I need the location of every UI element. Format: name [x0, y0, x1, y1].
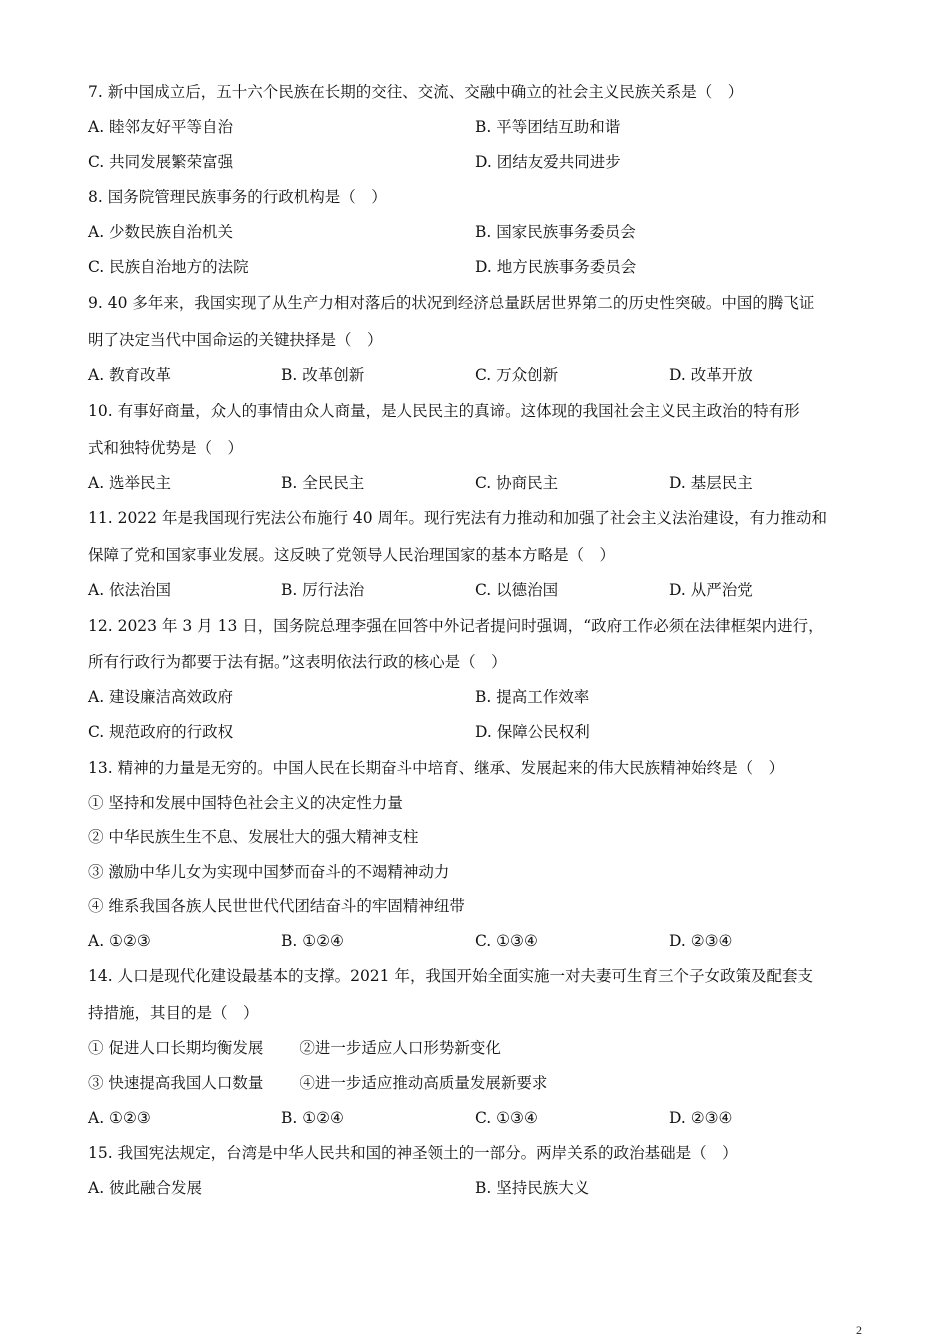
question-11-option-d: D. 从严治党: [669, 581, 753, 599]
question-8-option-c: C. 民族自治地方的法院: [88, 258, 249, 276]
question-15-option-a: A. 彼此融合发展: [88, 1179, 203, 1197]
question-14-option-c: C. ①③④: [475, 1109, 538, 1127]
question-12-option-b: B. 提高工作效率: [475, 688, 590, 706]
question-9-option-b: B. 改革创新: [281, 366, 365, 384]
question-13-item-2: ② 中华民族生生不息、发展壮大的强大精神支柱: [88, 828, 419, 846]
question-12-option-a: A. 建设廉洁高效政府: [88, 688, 234, 706]
question-10-option-a: A. 选举民主: [88, 474, 172, 492]
question-11-option-c: C. 以德治国: [475, 581, 559, 599]
question-9-option-a: A. 教育改革: [88, 366, 172, 384]
question-11-option-b: B. 厉行法治: [281, 581, 365, 599]
question-7-stem: 7. 新中国成立后，五十六个民族在长期的交往、交流、交融中确立的社会主义民族关系是（ ）: [88, 83, 744, 101]
question-13-option-d: D. ②③④: [669, 932, 733, 950]
question-9-stem-line-2: 明了决定当代中国命运的关键抉择是（ ）: [88, 331, 383, 349]
question-13-item-3: ③ 激励中华儿女为实现中国梦而奋斗的不竭精神动力: [88, 863, 450, 881]
question-14-option-d: D. ②③④: [669, 1109, 733, 1127]
question-7-option-b: B. 平等团结互助和谐: [475, 118, 621, 136]
question-13-item-4: ④ 维系我国各族人民世世代代团结奋斗的牢固精神纽带: [88, 897, 465, 915]
question-8-option-b: B. 国家民族事务委员会: [475, 223, 636, 241]
question-14-item-row-1: ① 促进人口长期均衡发展 ②进一步适应人口形势新变化: [88, 1039, 501, 1057]
question-9-stem-line-1: 9. 40 多年来，我国实现了从生产力相对落后的状况到经济总量跃居世界第二的历史性突破。中国的腾飞证: [88, 294, 815, 312]
question-11-stem-line-1: 11. 2022 年是我国现行宪法公布施行 40 周年。现行宪法有力推动和加强了社会主义法治建设，有力推动和: [88, 509, 828, 527]
question-10-option-b: B. 全民民主: [281, 474, 365, 492]
question-14-option-b: B. ①②④: [281, 1109, 344, 1127]
question-7-option-a: A. 睦邻友好平等自治: [88, 118, 234, 136]
question-12-stem-line-1: 12. 2023 年 3 月 13 日，国务院总理李强在回答中外记者提问时强调，“政府工作必须在法律框架内进行，: [88, 617, 824, 635]
question-9-option-d: D. 改革开放: [669, 366, 753, 384]
question-9-option-c: C. 万众创新: [475, 366, 559, 384]
question-13-option-b: B. ①②④: [281, 932, 344, 950]
question-13-option-a: A. ①②③: [88, 932, 151, 950]
question-8-option-d: D. 地方民族事务委员会: [475, 258, 637, 276]
question-10-stem-line-1: 10. 有事好商量，众人的事情由众人商量，是人民民主的真谛。这体现的我国社会主义民主政治的特有形: [88, 402, 800, 420]
question-10-option-d: D. 基层民主: [669, 474, 753, 492]
question-15-option-b: B. 坚持民族大义: [475, 1179, 590, 1197]
question-10-stem-line-2: 式和独特优势是（ ）: [88, 439, 244, 457]
question-13-stem: 13. 精神的力量是无穷的。中国人民在长期奋斗中培育、继承、发展起来的伟大民族精神始终是（ ）: [88, 759, 785, 777]
question-7-option-c: C. 共同发展繁荣富强: [88, 153, 234, 171]
question-10-option-c: C. 协商民主: [475, 474, 559, 492]
question-12-option-d: D. 保障公民权利: [475, 723, 590, 741]
question-11-stem-line-2: 保障了党和国家事业发展。这反映了党领导人民治理国家的基本方略是（ ）: [88, 546, 616, 564]
question-14-stem-line-1: 14. 人口是现代化建设最基本的支撑。2021 年，我国开始全面实施一对夫妻可生育三个子女政策及配套支: [88, 967, 813, 985]
question-13-option-c: C. ①③④: [475, 932, 538, 950]
page-number: 2: [856, 1323, 862, 1337]
question-14-stem-line-2: 持措施，其目的是（ ）: [88, 1004, 259, 1022]
question-12-option-c: C. 规范政府的行政权: [88, 723, 234, 741]
question-15-stem: 15. 我国宪法规定，台湾是中华人民共和国的神圣领土的一部分。两岸关系的政治基础是（ ）: [88, 1144, 738, 1162]
question-14-item-row-2: ③ 快速提高我国人口数量 ④进一步适应推动高质量发展新要求: [88, 1074, 548, 1092]
question-12-stem-line-2: 所有行政行为都要于法有据。”这表明依法行政的核心是（ ）: [88, 653, 507, 671]
question-8-stem: 8. 国务院管理民族事务的行政机构是（ ）: [88, 188, 387, 206]
question-14-option-a: A. ①②③: [88, 1109, 151, 1127]
question-8-option-a: A. 少数民族自治机关: [88, 223, 234, 241]
question-13-item-1: ① 坚持和发展中国特色社会主义的决定性力量: [88, 794, 403, 812]
question-11-option-a: A. 依法治国: [88, 581, 172, 599]
question-7-option-d: D. 团结友爱共同进步: [475, 153, 621, 171]
